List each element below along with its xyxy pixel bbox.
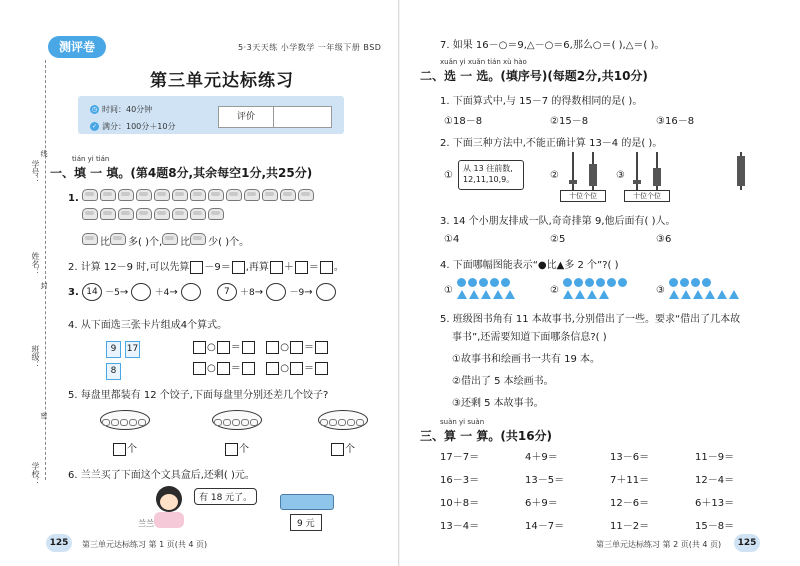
number-flower[interactable]	[266, 283, 286, 301]
q5-answer-3: 个	[330, 440, 355, 456]
dumpling-icon	[136, 208, 152, 220]
s5-line2: 事书”,还需要知道下面哪条信息?( )	[452, 332, 607, 343]
calc-item[interactable]: 7＋11＝	[610, 475, 650, 486]
s1: 1. 下面算式中,与 15－7 的得数相同的是( )。	[440, 96, 643, 107]
number-card: 8	[106, 363, 121, 380]
dumpling-icon	[82, 189, 98, 201]
dumpling-icon	[118, 208, 134, 220]
section1-title: 一、填 一 填。(第4题8分,其余每空1分,共25分)	[50, 166, 313, 180]
price-tag: 9 元	[290, 514, 322, 531]
dumpling-row-2	[82, 212, 226, 223]
dumpling-icon	[208, 189, 224, 201]
calc-item[interactable]: 11－9＝	[695, 452, 735, 463]
calc-item[interactable]: 13－5＝	[525, 475, 565, 486]
calc-grid	[440, 448, 780, 532]
margin-mark-xian: 线	[40, 150, 48, 157]
dumpling-icon	[154, 208, 170, 220]
girl-name: 兰兰	[138, 519, 154, 528]
calc-item[interactable]: 13－6＝	[610, 452, 650, 463]
dumpling-icon	[298, 189, 314, 201]
s5-opt2[interactable]: ②借出了 5 本绘画书。	[452, 376, 554, 387]
score-box	[218, 106, 332, 128]
s5-opt1[interactable]: ①故事书和绘画书一共有 19 本。	[452, 354, 601, 365]
q1-compare: 比 多( )个, 比 少( )个。	[82, 233, 249, 248]
dumpling-icon	[82, 233, 98, 245]
abacus-bead	[737, 156, 745, 186]
answer-box[interactable]	[113, 443, 126, 456]
dumpling-icon	[244, 189, 260, 201]
abacus-rod	[636, 152, 638, 190]
s1-opt3[interactable]: ③16－8	[656, 116, 695, 127]
s4-opt2[interactable]: ②	[550, 278, 628, 302]
number-flower: 7	[217, 283, 237, 301]
s2-opt1-label[interactable]: ①	[444, 170, 453, 181]
s4-opt1[interactable]: ①	[444, 278, 516, 302]
calc-item[interactable]: 12－4＝	[695, 475, 735, 486]
calc-item[interactable]: 16－3＝	[440, 475, 480, 486]
girl-body	[154, 512, 184, 528]
section2-title: 二、选 一 选。(填序号)(每题2分,共10分)	[420, 69, 648, 83]
s3-opt2[interactable]: ②5	[550, 234, 566, 245]
answer-box[interactable]	[242, 362, 255, 375]
s3-opt3[interactable]: ③6	[656, 234, 672, 245]
dumpling-icon	[118, 189, 134, 201]
dumpling-icon	[208, 208, 224, 220]
plate-2	[212, 410, 262, 430]
calc-item[interactable]: 6＋9＝	[525, 498, 558, 509]
number-card: 17	[125, 341, 140, 358]
section1-pinyin: tián yi tián	[72, 155, 110, 163]
answer-box[interactable]	[193, 362, 206, 375]
calc-item[interactable]: 15－8＝	[695, 521, 735, 532]
q3: 3. 14 －5→ ＋4→ 7 ＋8→ －9→	[68, 283, 336, 301]
left-page	[0, 0, 399, 566]
dumpling-icon	[136, 189, 152, 201]
calc-item[interactable]: 17－7＝	[440, 452, 480, 463]
q4: 4. 从下面选三张卡片组成4个算式。	[68, 320, 228, 331]
number-flower[interactable]	[316, 283, 336, 301]
page-number-right: 125	[734, 534, 760, 552]
time-info: ◷ 时间：40分钟	[91, 105, 153, 114]
dumpling-icon	[100, 208, 116, 220]
footer-left: 第三单元达标练习 第 1 页(共 4 页)	[82, 540, 208, 549]
answer-box[interactable]	[225, 443, 238, 456]
section3-title: 三、算 一 算。(共16分)	[420, 429, 553, 443]
answer-box[interactable]	[295, 261, 308, 274]
q4-cards	[104, 336, 142, 380]
answer-box[interactable]	[217, 341, 230, 354]
q5-answer-1: 个	[112, 440, 137, 456]
s4-opt3[interactable]: ③	[656, 278, 740, 302]
number-flower: 14	[82, 283, 102, 301]
pencil-case-icon	[280, 494, 334, 510]
q2: 2. 计算 12－9 时,可以先算 －9＝ ,再算 ＋ ＝ 。	[68, 262, 344, 273]
calc-item[interactable]: 10＋8＝	[440, 498, 480, 509]
answer-box[interactable]	[232, 261, 245, 274]
s2: 2. 下面三种方法中,不能正确计算 13－4 的是( )。	[440, 138, 663, 149]
dumpling-icon	[172, 189, 188, 201]
q1: 1.	[68, 189, 316, 204]
dumpling-icon	[190, 208, 206, 220]
s5-opt3[interactable]: ③还剩 5 本故事书。	[452, 398, 544, 409]
dumpling-icon	[262, 189, 278, 201]
score-info: ✓ 满分：100分＋10分	[91, 122, 176, 131]
class-label: 班级：	[31, 345, 40, 369]
girl-face	[160, 494, 178, 510]
q6: 6. 兰兰买了下面这个文具盒后,还剩( )元。	[68, 470, 255, 481]
answer-box[interactable]	[217, 362, 230, 375]
calc-item[interactable]: 11－2＝	[610, 521, 650, 532]
abacus-bead	[589, 164, 597, 186]
answer-box[interactable]	[266, 362, 279, 375]
calc-item[interactable]: 12－6＝	[610, 498, 650, 509]
answer-box[interactable]	[290, 362, 303, 375]
page-title: 第三单元达标练习	[150, 71, 294, 91]
s5-line1: 5. 班级图书角有 11 本故事书,分别借出了一些。要求“借出了几本故	[440, 314, 741, 325]
dumpling-icon	[162, 233, 178, 245]
series-header: 5·3天天练 小学数学 一年级下册 BSD	[238, 43, 382, 52]
clock-icon: ◷	[91, 106, 98, 113]
dumpling-icon	[154, 189, 170, 201]
abacus-bead	[653, 168, 661, 186]
abacus-bead	[633, 180, 641, 184]
answer-box[interactable]	[315, 362, 328, 375]
answer-box[interactable]	[290, 341, 303, 354]
answer-box[interactable]	[320, 261, 333, 274]
abacus-bead	[569, 180, 577, 184]
dumpling-icon	[190, 233, 206, 245]
number-flower[interactable]	[131, 283, 151, 301]
answer-box[interactable]	[242, 341, 255, 354]
s3: 3. 14 个小朋友排成一队,奇奇排第 9,他后面有( )人。	[440, 216, 676, 227]
dumpling-icon	[172, 208, 188, 220]
q1-row2	[82, 208, 226, 223]
dumpling-icon	[82, 208, 98, 220]
s3-opt1[interactable]: ①4	[444, 234, 460, 245]
abacus-label-2: 十位个位	[560, 190, 606, 202]
q5: 5. 每盘里都装有 12 个饺子,下面每盘里分别还差几个饺子?	[68, 390, 329, 401]
test-badge: 测评卷	[48, 36, 106, 58]
s2-opt1-box: 从 13 往前数, 12,11,10,9。	[458, 160, 524, 190]
answer-box[interactable]	[315, 341, 328, 354]
footer-right: 第三单元达标练习 第 2 页(共 4 页)	[596, 540, 722, 549]
answer-box[interactable]	[331, 443, 344, 456]
calc-item[interactable]: 14－7＝	[525, 521, 565, 532]
calc-item[interactable]: 6＋13＝	[695, 498, 735, 509]
q5-answer-2: 个	[224, 440, 249, 456]
dumpling-icon	[190, 189, 206, 201]
page-number-left: 125	[46, 534, 72, 552]
dumpling-row-1	[82, 193, 316, 204]
margin-mark-mi: 密	[40, 412, 48, 419]
calc-item[interactable]: 4＋9＝	[525, 452, 558, 463]
q4-blanks-2: ○ ＝ ○ ＝	[192, 359, 329, 375]
section2-pinyin: xuǎn yi xuǎn tián xù hào	[440, 58, 527, 66]
answer-box[interactable]	[193, 341, 206, 354]
speech-bubble: 有 18 元了。	[194, 488, 257, 505]
dumpling-icon	[280, 189, 296, 201]
s2-opt2-label[interactable]: ②	[550, 170, 559, 181]
abacus-rod	[572, 152, 574, 190]
s1-opt2[interactable]: ②15－8	[550, 116, 589, 127]
s4: 4. 下面哪幅图能表示“●比▲多 2 个”?( )	[440, 260, 619, 271]
margin-mark-feng: 封	[40, 282, 48, 289]
answer-box[interactable]	[270, 261, 283, 274]
s2-opt3-label[interactable]: ③	[616, 170, 625, 181]
q7: 7. 如果 16－○＝9,△－○＝6,那么○＝( ),△＝( )。	[440, 40, 665, 51]
score-label: 评价	[219, 107, 274, 127]
right-page	[400, 0, 800, 566]
answer-box[interactable]	[190, 261, 203, 274]
student-id-label: 学号：	[31, 160, 40, 184]
plate-1	[100, 410, 150, 430]
calc-item[interactable]: 13－4＝	[440, 521, 480, 532]
answer-box[interactable]	[266, 341, 279, 354]
abacus-label-3: 十位个位	[624, 190, 670, 202]
q4-blanks-1: ○ ＝ ○ ＝	[192, 338, 329, 354]
number-card: 9	[106, 341, 121, 358]
plate-3	[318, 410, 368, 430]
school-label: 学校：	[31, 462, 40, 486]
dumpling-icon	[100, 189, 116, 201]
s1-opt1[interactable]: ①18－8	[444, 116, 483, 127]
check-icon: ✓	[91, 123, 98, 130]
number-flower[interactable]	[181, 283, 201, 301]
dumpling-icon	[110, 233, 126, 245]
name-label: 姓名：	[31, 252, 40, 276]
dumpling-icon	[226, 189, 242, 201]
section3-pinyin: suàn yi suàn	[440, 418, 485, 426]
